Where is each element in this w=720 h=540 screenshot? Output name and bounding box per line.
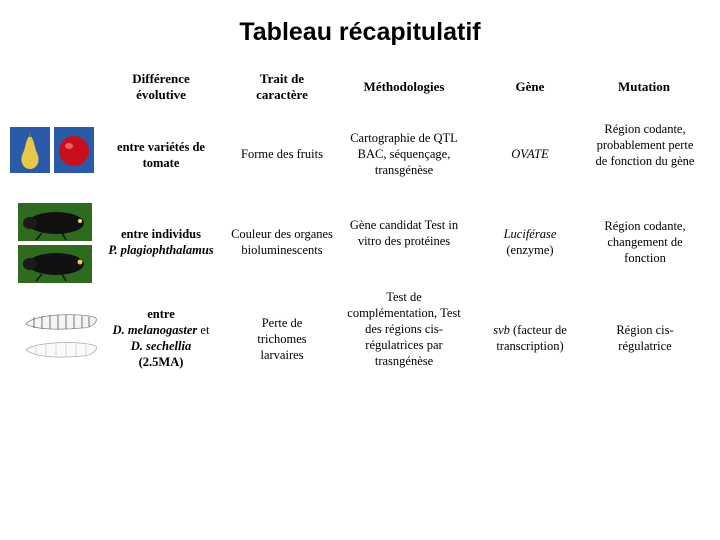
row1-mutation: Région codante, probablement perte de fonction du gène	[595, 122, 695, 168]
row3-mutation: Région cis-régulatrice	[616, 323, 674, 353]
row3-trait: Perte de trichomes larvaires	[257, 316, 307, 362]
row2-mutation: Région codante, changement de fonction	[604, 219, 686, 265]
row2-trait: Couleur des organes bioluminescents	[231, 227, 333, 257]
row1-difference: entre variétés de tomate	[117, 140, 205, 170]
header-mutation: Mutation	[618, 79, 670, 94]
beetle-image-bottom	[18, 245, 92, 283]
beetle-image-top	[18, 203, 92, 241]
header-trait: Trait de caractère	[256, 71, 308, 102]
row2-difference: entre individus P. plagiophthalamus	[108, 227, 214, 257]
row1-trait: Forme des fruits	[241, 147, 323, 161]
larva-image-bottom	[22, 338, 100, 360]
row1-gene: OVATE	[511, 147, 549, 161]
row2-methods: Gène candidat Test in vitro des protéines	[349, 218, 459, 248]
row3-methods: Test de complémentation, Test des régions cis-régulatrices par trasngénèse	[347, 290, 461, 368]
page-title: Tableau récapitulatif	[239, 18, 481, 46]
round-tomato-image	[54, 127, 94, 173]
pear-tomato-image	[10, 127, 50, 173]
header-difference: Différence évolutive	[132, 71, 190, 102]
header-gene: Gène	[515, 79, 545, 94]
row1-methods: Cartographie de QTL BAC, séquençage, transgénèse	[350, 131, 458, 177]
row2-gene: Luciférase (enzyme)	[503, 227, 557, 257]
larva-image-top	[22, 310, 100, 332]
row3-gene: svb (facteur de transcription)	[493, 323, 567, 353]
header-methods: Méthodologies	[363, 79, 445, 94]
row3-difference: entre D. melanogaster et D. sechellia (2.5MA)	[112, 307, 210, 369]
